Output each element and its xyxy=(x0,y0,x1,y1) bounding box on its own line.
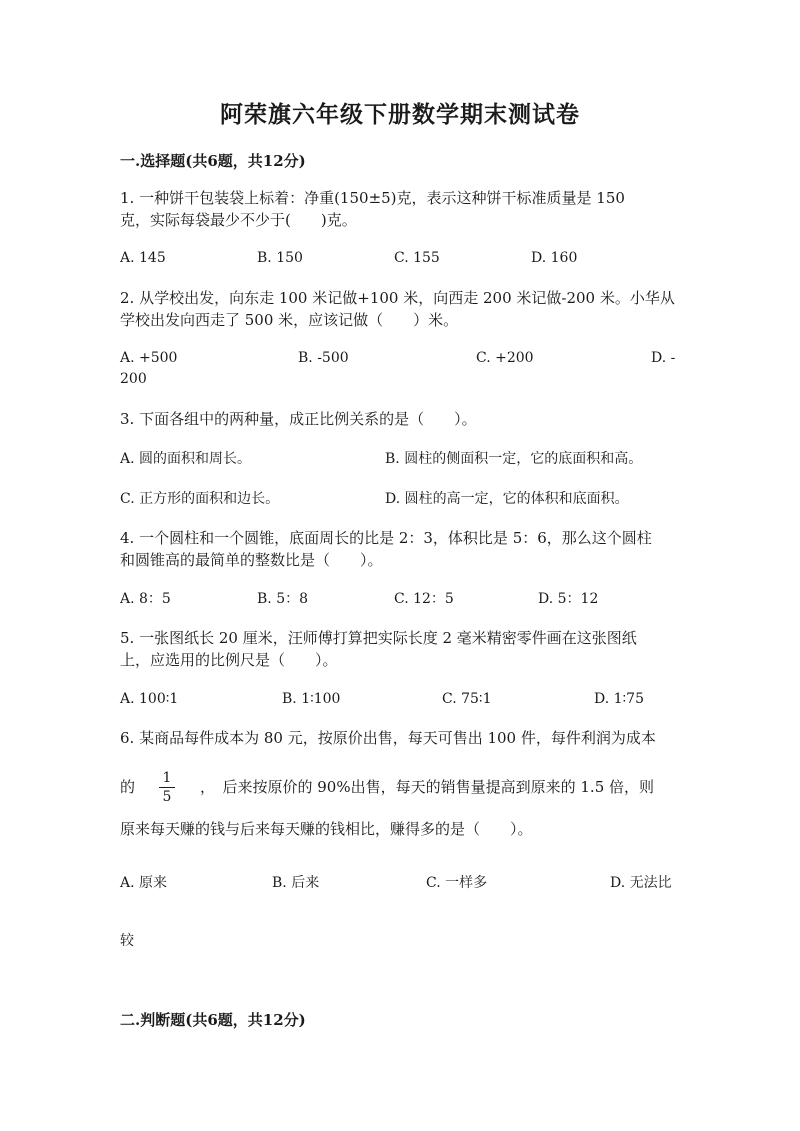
question-4-option-c[interactable]: C. 12：5 xyxy=(394,591,454,607)
question-6-line-2-suffix: ， 后来按原价的 90%出售，每天的销售量提高到原来的 1.5 倍，则 xyxy=(200,778,655,796)
question-4-line-2: 和圆锥高的最简单的整数比是（ ）。 xyxy=(120,551,383,569)
question-2-option-d[interactable]: D. - xyxy=(651,350,676,366)
question-5-option-c[interactable]: C. 75∶1 xyxy=(442,691,492,707)
question-1-line-2: 克，实际每袋最少不少于( )克。 xyxy=(120,211,357,229)
question-4-line-1: 4. 一个圆柱和一个圆锥，底面周长的比是 2：3，体积比是 5：6，那么这个圆柱 xyxy=(120,529,652,547)
question-4-option-b[interactable]: B. 5：8 xyxy=(257,591,309,607)
question-5-options xyxy=(120,688,680,710)
question-3-options-row-1 xyxy=(120,448,680,470)
question-4-option-a[interactable]: A. 8：5 xyxy=(120,591,171,607)
section-heading-judgement: 二.判断题(共6题，共12分) xyxy=(120,1011,306,1029)
question-2-option-d-wrap xyxy=(120,368,680,390)
question-2-line-1: 2. 从学校出发，向东走 100 米记做+100 米，向西走 200 米记做-200 米。小华从 xyxy=(120,289,675,307)
question-3-options-row-2 xyxy=(120,488,680,510)
question-6-options xyxy=(120,872,680,894)
question-3-option-a[interactable]: A. 圆的面积和周长。 xyxy=(120,451,252,467)
question-5-option-b[interactable]: B. 1∶100 xyxy=(282,691,341,707)
question-2-option-b[interactable]: B. -500 xyxy=(298,350,349,366)
question-3-option-b[interactable]: B. 圆柱的侧面积一定，它的底面积和高。 xyxy=(385,451,643,467)
question-6-line-3: 原来每天赚的钱与后来每天赚的钱相比，赚得多的是（ ）。 xyxy=(120,820,533,838)
question-6-option-c[interactable]: C. 一样多 xyxy=(426,875,488,891)
question-2-line-2: 学校出发向西走了 500 米，应该记做（ ）米。 xyxy=(120,311,459,329)
question-2 xyxy=(120,287,680,331)
fraction-denominator: 5 xyxy=(162,789,172,805)
fraction-one-fifth xyxy=(159,770,175,805)
question-6-option-b[interactable]: B. 后来 xyxy=(272,875,320,891)
question-3-line-1: 3. 下面各组中的两种量，成正比例关系的是（ ）。 xyxy=(120,410,477,428)
question-2-option-a[interactable]: A. +500 xyxy=(120,350,178,366)
question-1-option-d[interactable]: D. 160 xyxy=(531,250,578,266)
fraction-numerator: 1 xyxy=(162,770,172,786)
question-4-options xyxy=(120,588,680,610)
question-4 xyxy=(120,527,680,571)
question-1-option-b[interactable]: B. 150 xyxy=(257,250,303,266)
question-1-option-a[interactable]: A. 145 xyxy=(120,250,166,266)
question-1-option-c[interactable]: C. 155 xyxy=(394,250,440,266)
page-title: 阿荣旗六年级下册数学期末测试卷 xyxy=(220,101,580,128)
question-3-option-c[interactable]: C. 正方形的面积和边长。 xyxy=(120,491,280,507)
question-1-line-1: 1. 一种饼干包装袋上标着：净重(150±5)克，表示这种饼干标准质量是 150 xyxy=(120,189,625,207)
question-2-option-c[interactable]: C. +200 xyxy=(476,350,534,366)
question-5-option-d[interactable]: D. 1∶75 xyxy=(594,691,644,707)
question-5-option-a[interactable]: A. 100∶1 xyxy=(120,691,179,707)
question-3 xyxy=(120,408,680,430)
question-5-line-1: 5. 一张图纸长 20 厘米，汪师傅打算把实际长度 2 毫米精密零件画在这张图纸 xyxy=(120,629,637,647)
question-6-line-1: 6. 某商品每件成本为 80 元，按原价出售，每天可售出 100 件，每件利润为成本 xyxy=(120,729,656,747)
fraction-bar xyxy=(159,787,175,788)
section-heading-choice: 一.选择题(共6题，共12分) xyxy=(120,152,306,170)
question-5-line-2: 上，应选用的比例尺是（ ）。 xyxy=(120,651,338,669)
question-6-option-d-continued: 较 xyxy=(120,933,134,949)
question-3-option-d[interactable]: D. 圆柱的高一定，它的体积和底面积。 xyxy=(385,491,629,507)
question-2-option-d-continued: 200 xyxy=(120,371,147,387)
question-4-option-d[interactable]: D. 5：12 xyxy=(538,591,599,607)
question-6-option-a[interactable]: A. 原来 xyxy=(120,875,168,891)
question-6-option-d[interactable]: D. 无法比 xyxy=(610,875,672,891)
question-6-option-d-wrap xyxy=(120,930,680,952)
question-1-options xyxy=(120,247,680,269)
question-6-line-2-prefix: 的 xyxy=(120,778,136,796)
question-2-options xyxy=(120,347,680,369)
question-1 xyxy=(120,187,680,231)
question-5 xyxy=(120,627,680,671)
